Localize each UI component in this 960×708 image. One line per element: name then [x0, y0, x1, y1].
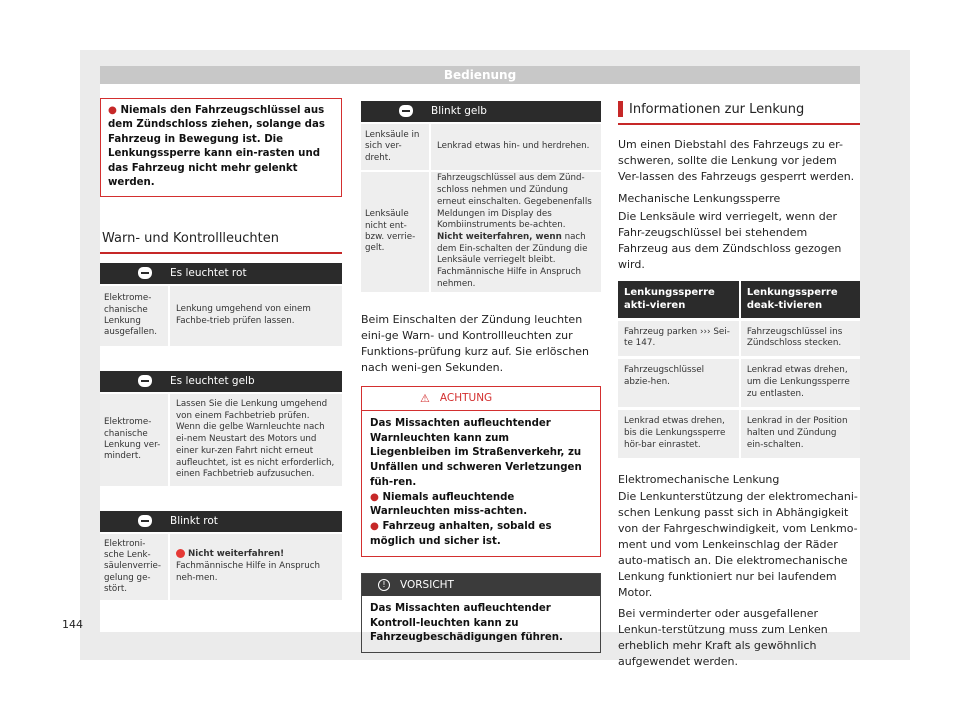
info-title	[618, 101, 860, 117]
table-cell: Lenkrad etwas drehen, um die Lenkungssperre zu entlasten.	[740, 358, 860, 409]
table-header: Lenkungssperre akti-vieren	[618, 281, 740, 320]
action-bold: Nicht weiterfahren!	[188, 549, 285, 560]
lamp-table-title: Blinkt rot	[170, 514, 218, 527]
action-cell: Lassen Sie die Lenkung umgehend von einem Fachbetrieb prüfen. Wenn die gelbe Warnleuchte nach ei-nem Neustart des Motors und einer kur-zen Fahrt nicht erneut aufleuchtet, ist es nicht erforderlich, einen Fachbetrieb aufzusuchen.	[168, 394, 342, 486]
lamp-table-blink-red	[100, 511, 342, 600]
warning-text: Niemals den Fahrzeugschlüssel aus dem Zündschloss ziehen, solange das Fahrzeug in Bewegung ist. Die Lenkungssperre kann ein-rasten und das Fahrzeug nicht mehr gelenkt werden.	[108, 105, 325, 189]
vorsicht-text: Das Missachten aufleuchtender Kontroll-leuchten kann zu Fahrzeugbeschädigungen führen.	[370, 602, 563, 644]
action-text: Fahrzeugschlüssel aus dem Zünd-schloss nehmen und Zündung erneut einschalten. Gegebenenfalls Meldungen im Display des Kombiinstruments be-achten.	[437, 173, 592, 231]
page-header: Bedienung	[100, 66, 860, 84]
achtung-bullet: ● Niemals aufleuchtende Warnleuchten miss-achten.	[370, 491, 528, 518]
achtung-header	[362, 387, 600, 411]
table-row	[100, 392, 342, 486]
steering-wheel-icon	[138, 375, 152, 390]
column-middle	[361, 101, 601, 653]
table-row	[618, 408, 860, 457]
table-row	[618, 319, 860, 358]
mech-title: Mechanische Lenkungssperre	[618, 191, 781, 205]
table-row	[361, 170, 601, 292]
paragraph: Beim Einschalten der Zündung leuchten eini-ge Warn- und Kontrollleuchten zur Funktions-prüfung kurz auf. Sie erlöschen nach weni-gen Sekunden.	[361, 313, 590, 374]
vorsicht-box	[361, 573, 601, 653]
lamp-table-header	[100, 371, 342, 392]
intro-text: Um einen Diebstahl des Fahrzeugs zu er-schweren, sollte die Lenkung vor jedem Ver-lassen des Fahrzeugs gesperrt werden.	[618, 138, 855, 183]
table-cell: Fahrzeugschlüssel abzie-hen.	[618, 358, 740, 409]
lamp-table-header	[361, 101, 601, 122]
table-row	[618, 358, 860, 409]
info-marker	[618, 101, 623, 117]
stop-icon	[176, 549, 185, 558]
achtung-text: Das Missachten aufleuchtender Warnleuchten kann zum Liegenbleiben im Straßenverkehr, zu Unfällen und schweren Verletzungen füh-ren.	[370, 417, 582, 488]
condition-cell: Lenksäule nicht ent-bzw. verrie-gelt.	[365, 209, 416, 254]
steering-lock-table	[618, 281, 860, 458]
column-right	[618, 101, 860, 670]
action-cell	[429, 172, 601, 292]
action-bold: Nicht weiterfahren, wenn	[437, 232, 562, 242]
table-row	[361, 122, 601, 170]
table-cell: Lenkrad etwas drehen, bis die Lenkungssperre hör-bar einrastet.	[618, 408, 740, 457]
lamp-table-blink-yellow	[361, 101, 601, 292]
achtung-box	[361, 386, 601, 557]
elec-text-2: Bei verminderter oder ausgefallener Lenkun-terstützung muss zum Lenken erheblich mehr Kraft als gewöhnlich aufgewendet werden.	[618, 607, 828, 668]
lamp-table-red	[100, 263, 342, 346]
table-cell: Lenkrad in der Position halten und Zündung ein-schalten.	[740, 408, 860, 457]
elec-text: Die Lenkunterstützung der elektromechani-schen Lenkung passt sich in Abhängigkeit von der Fahrgeschwindigkeit, vom Lenkmo-ment und vom Lenkeinschlag der Räder auto-matisch an. Die elektromechanische Lenkung funktioniert nur bei laufendem Motor.	[618, 490, 858, 600]
steering-wheel-icon	[138, 267, 152, 282]
steering-wheel-icon	[399, 105, 413, 120]
lamp-table-yellow	[100, 371, 342, 486]
table-cell: Fahrzeugschlüssel ins Zündschloss stecken.	[740, 319, 860, 358]
mech-text: Die Lenksäule wird verriegelt, wenn der Fahr-zeugschlüssel bei stehendem Fahrzeug aus dem Zündschloss gezogen wird.	[618, 209, 842, 271]
table-header: Lenkungssperre deak-tivieren	[740, 281, 860, 320]
lamp-table-header	[100, 263, 342, 284]
section-divider	[100, 252, 342, 254]
lamp-table-title: Blinkt gelb	[431, 105, 487, 117]
condition-cell: Elektrome-chanische Lenkung ver-mindert.	[104, 417, 161, 462]
page-number: 144	[62, 618, 83, 631]
condition-cell: Lenksäule in sich ver-dreht.	[365, 130, 420, 163]
column-left	[100, 98, 342, 600]
section-title: Warn- und Kontrollleuchten	[102, 230, 280, 246]
lamp-table-title: Es leuchtet rot	[170, 266, 247, 279]
info-title-text: Informationen zur Lenkung	[629, 101, 805, 117]
achtung-bullet: ● Fahrzeug anhalten, sobald es möglich und sicher ist.	[370, 521, 552, 547]
elec-title: Elektromechanische Lenkung	[618, 472, 780, 486]
table-cell: Fahrzeug parken ››› Sei-te 147.	[618, 319, 740, 358]
action-text: Fachmännische Hilfe in Anspruch neh-men.	[176, 561, 320, 583]
condition-cell: Elektrome-chanische Lenkung ausgefallen.	[104, 293, 158, 338]
lamp-table-header	[100, 511, 342, 532]
steering-wheel-icon	[138, 515, 152, 530]
vorsicht-header	[362, 574, 600, 596]
warning-box	[100, 98, 342, 197]
lamp-table-title: Es leuchtet gelb	[170, 374, 255, 387]
action-cell	[168, 534, 342, 600]
condition-cell: Elektroni-sche Lenk-säulenverrie-gelung ge-stört.	[104, 538, 161, 594]
warning-triangle-icon: ⚠	[420, 391, 430, 405]
info-divider	[618, 123, 860, 125]
achtung-body	[362, 411, 600, 556]
action-cell: Lenkrad etwas hin- und herdrehen.	[429, 124, 601, 170]
vorsicht-label: VORSICHT	[400, 578, 454, 591]
achtung-label: ACHTUNG	[439, 392, 493, 405]
action-tail: nach dem Ein-schalten der Zündung die Lenksäule verriegelt bleibt. Fachmännische Hilfe in Anspruch nehmen.	[437, 232, 588, 289]
warning-bullet: ●	[108, 105, 117, 116]
info-circle-icon: !	[378, 579, 390, 591]
table-row	[100, 532, 342, 600]
table-row	[100, 284, 342, 346]
action-cell: Lenkung umgehend von einem Fachbe-trieb prüfen lassen.	[168, 286, 342, 346]
